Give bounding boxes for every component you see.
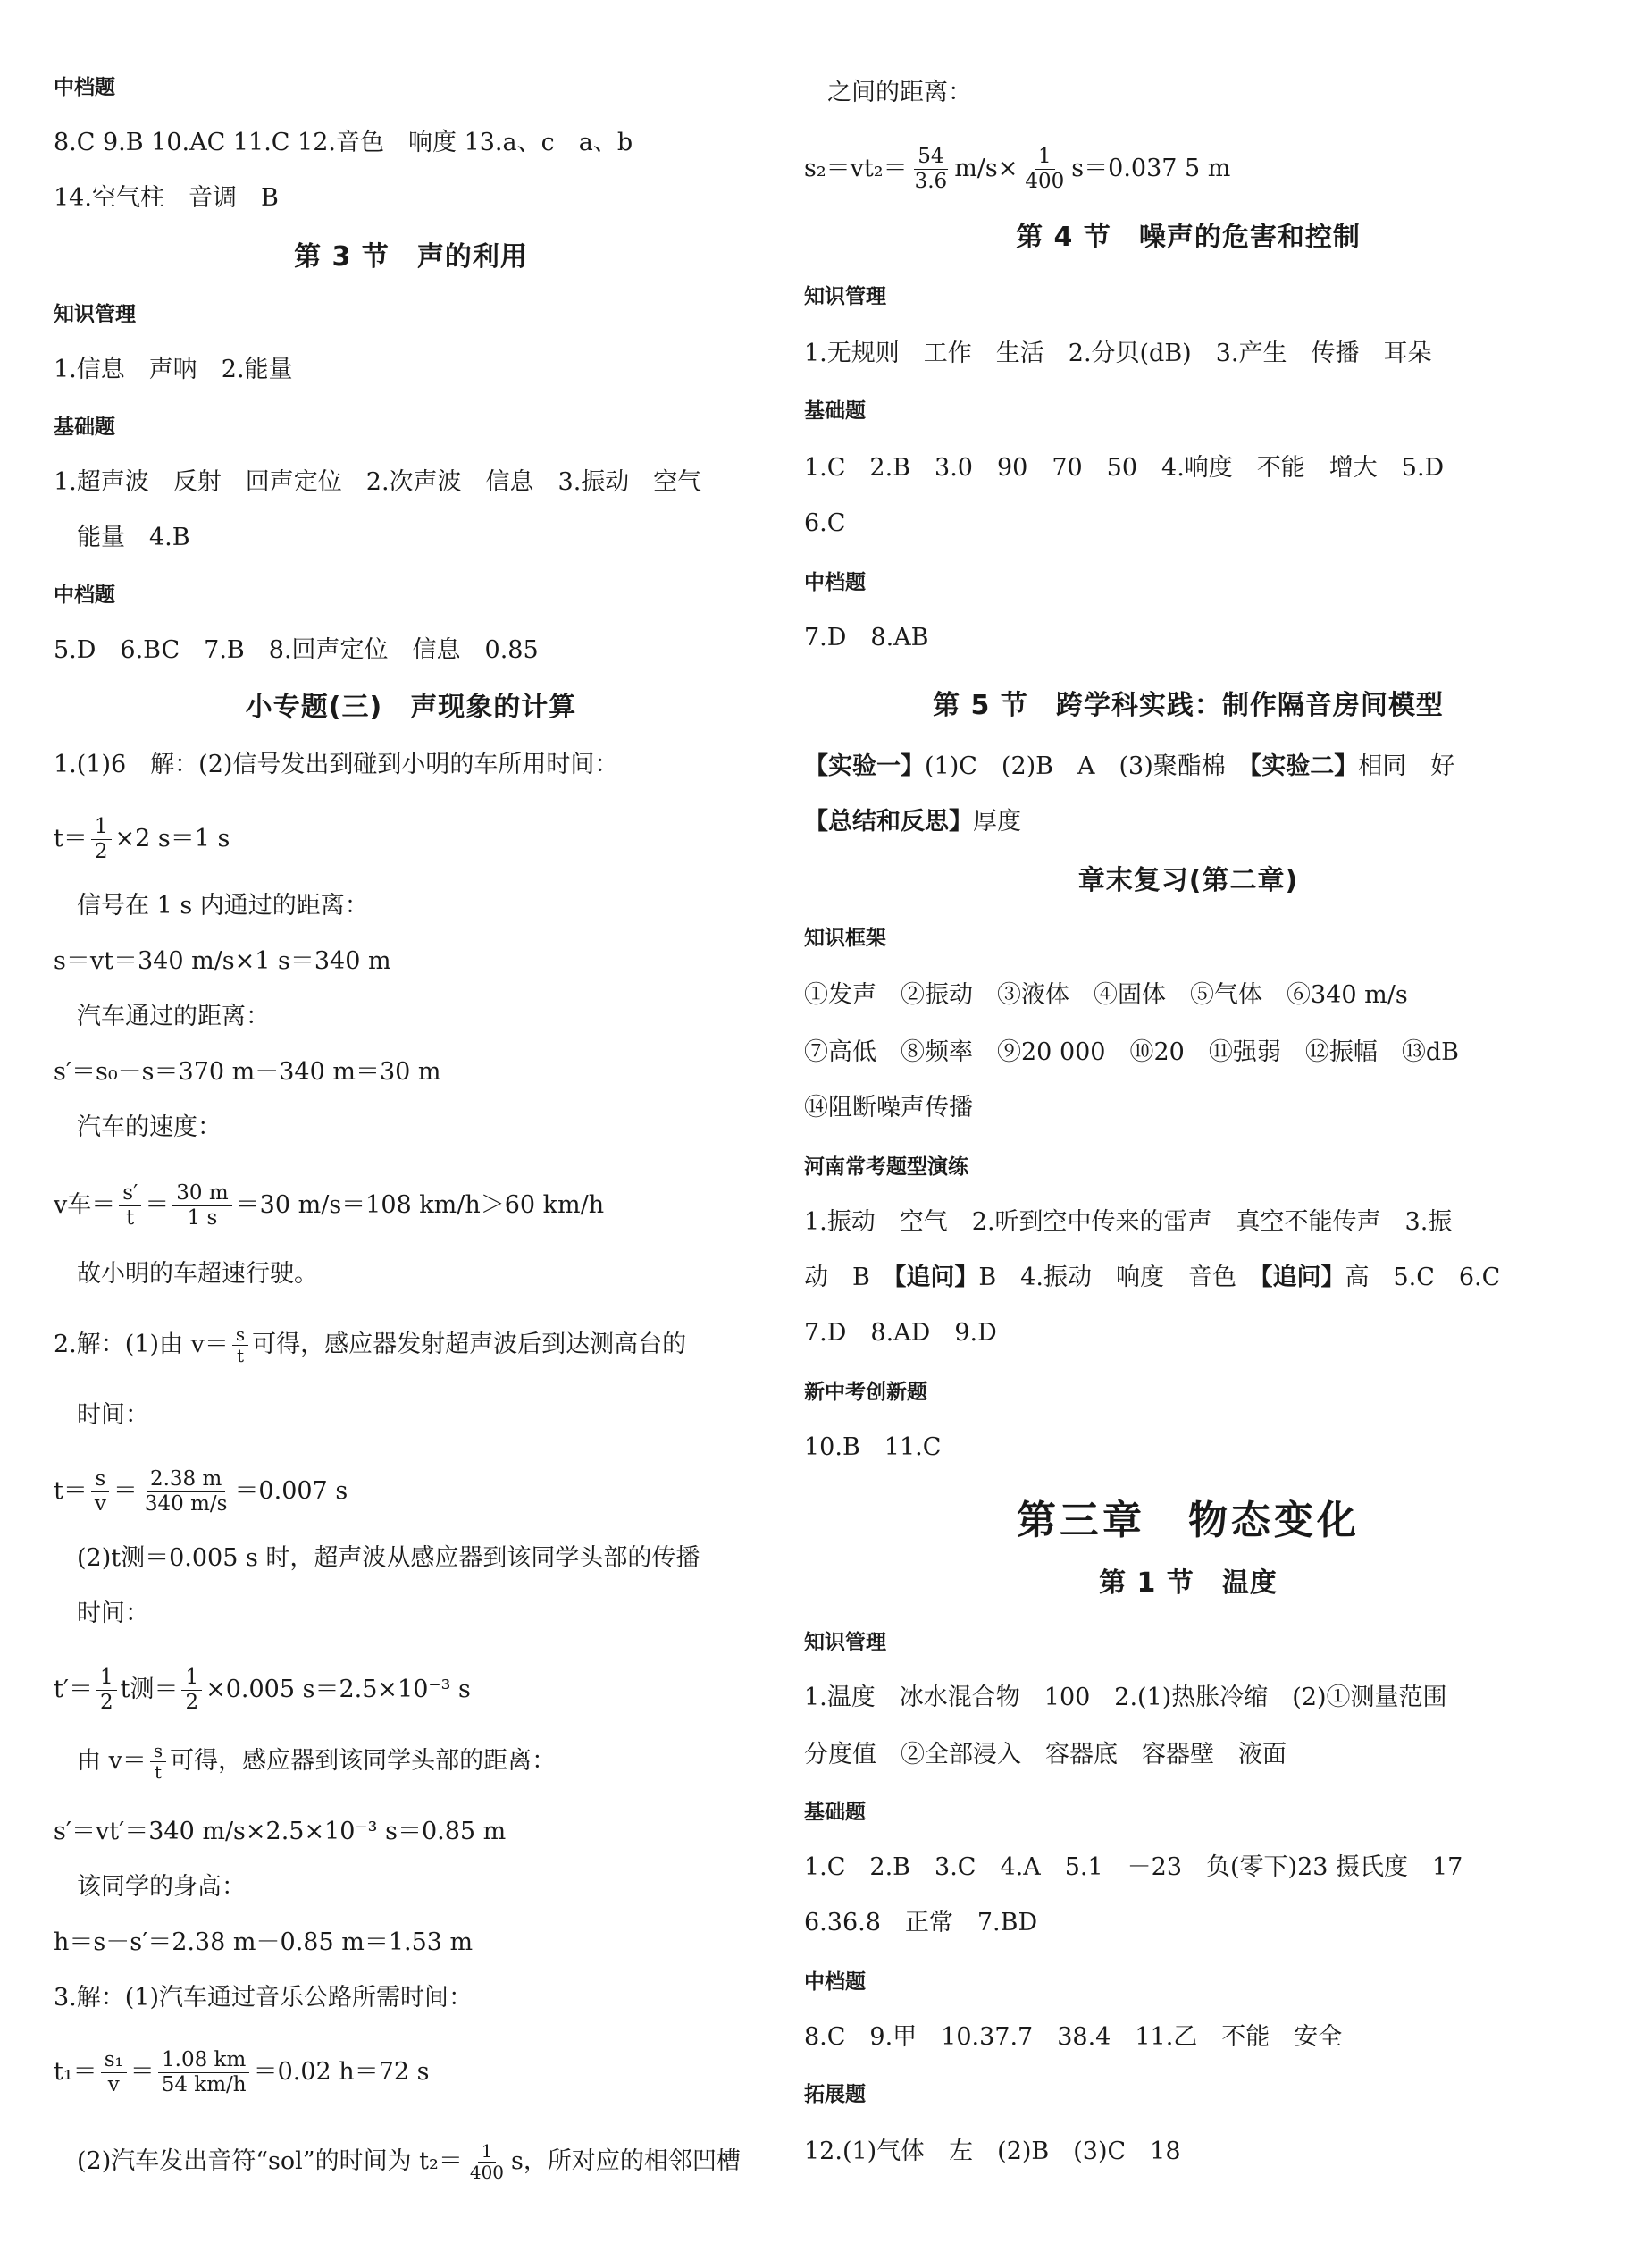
answer-line: 该同学的身高： — [77, 1873, 246, 1901]
fraction: $\frac{1}{2}$ — [91, 815, 112, 864]
formula-line: s′＝s₀－s＝370 m－340 m＝30 m — [54, 1058, 441, 1086]
answer-line: 故小明的车超速行驶。 — [77, 1260, 318, 1288]
fraction: $\frac{1}{2}$ — [96, 1666, 117, 1715]
label-extension: 拓展题 — [804, 2083, 866, 2106]
formula-line: s＝vt＝340 m/s×1 s＝340 m — [54, 947, 391, 975]
answer-line: 12.(1)气体 左 (2)B (3)C 18 — [804, 2138, 1181, 2165]
answer-line: 【实验一】(1)C (2)B A (3)聚酯棉 【实验二】相同 好 — [804, 752, 1455, 780]
answer-line: 7.D 8.AD 9.D — [804, 1319, 997, 1347]
fraction: $\frac{1}{400}$ — [1025, 145, 1065, 193]
label-knowledge: 知识管理 — [804, 1631, 886, 1654]
label-basic: 基础题 — [804, 399, 866, 423]
formula-line: t＝ $\frac{1}{2}$ ×2 s＝1 s — [54, 815, 230, 863]
label-intermediate: 中档题 — [804, 1970, 866, 1994]
section-title: 第 1 节 温度 — [1099, 1567, 1278, 1599]
answer-line: 3.解：(1)汽车通过音乐公路所需时间： — [54, 1984, 474, 2012]
fraction: $\frac{s}{t}$ — [232, 1324, 248, 1366]
answer-line: 1.无规则 工作 生活 2.分贝(dB) 3.产生 传播 耳朵 — [804, 340, 1432, 367]
answer-line: 14.空气柱 音调 B — [54, 184, 279, 212]
answer-line: 分度值 ②全部浸入 容器底 容器壁 液面 — [804, 1741, 1287, 1768]
section-title: 第 5 节 跨学科实践：制作隔音房间模型 — [933, 690, 1444, 721]
fraction: $\frac{2.38 m}{340 m/s}$ — [144, 1467, 228, 1516]
section-title: 第 4 节 噪声的危害和控制 — [1016, 222, 1361, 253]
fraction: $\frac{1.08 km}{54 km/h}$ — [158, 2048, 250, 2097]
answer-line: 8.C 9.B 10.AC 11.C 12.音色 响度 13.a、c a、b — [54, 129, 633, 156]
answer-line: 1.C 2.B 3.C 4.A 5.1 －23 负(零下)23 摄氏度 17 — [804, 1853, 1463, 1881]
answer-line: ①发声 ②振动 ③液体 ④固体 ⑤气体 ⑥340 m/s — [804, 981, 1408, 1009]
label-framework: 知识框架 — [804, 927, 886, 950]
answer-line: 能量 4.B — [77, 524, 190, 551]
answer-line: (2)汽车发出音符“sol”的时间为 t₂＝ $\frac{1}{400}$ s，所对应的相邻凹槽 — [77, 2140, 741, 2183]
fraction: $\frac{s}{v}$ — [91, 1467, 110, 1516]
formula-line: s₂＝vt₂＝ $\frac{54}{3.6}$ m/s× $\frac{1}{400}$ s＝0.037 5 m — [804, 145, 1231, 193]
answer-line: 1.超声波 反射 回声定位 2.次声波 信息 3.振动 空气 — [54, 468, 702, 496]
label-intermediate: 中档题 — [804, 571, 866, 594]
answer-line: 1.信息 声呐 2.能量 — [54, 356, 293, 383]
answer-line: 5.D 6.BC 7.B 8.回声定位 信息 0.85 — [54, 636, 539, 664]
fraction: $\frac{1}{400}$ — [469, 2140, 505, 2183]
answer-line: ⑦高低 ⑧频率 ⑨20 000 ⑩20 ⑪强弱 ⑫振幅 ⑬dB — [804, 1038, 1459, 1066]
fraction: $\frac{54}{3.6}$ — [914, 145, 948, 193]
section-title: 小专题(三) 声现象的计算 — [245, 692, 577, 723]
fraction: $\frac{s}{t}$ — [150, 1741, 166, 1783]
answer-line: 之间的距离： — [827, 79, 972, 106]
formula-line: t₁＝ $\frac{\text{s₁}}{v}$ ＝ $\frac{1.08 km}{54 km/h}$ ＝0.02 h＝72 s — [54, 2048, 430, 2096]
label-basic: 基础题 — [804, 1801, 866, 1824]
answer-line: 时间： — [77, 1600, 149, 1627]
answer-line: (2)t测＝0.005 s 时，超声波从感应器到该同学头部的传播 — [77, 1544, 700, 1572]
formula-line: v车＝ $\frac{s'}{t}$ ＝ $\frac{30 m}{1 s}$ ＝30 m/s＝108 km/h＞60 km/h — [54, 1181, 605, 1230]
label-henan: 河南常考题型演练 — [804, 1155, 968, 1179]
answer-line: ⑭阻断噪声传播 — [804, 1094, 973, 1121]
fraction: $\frac{s'}{t}$ — [119, 1181, 141, 1231]
section-title: 章末复习(第二章) — [1077, 865, 1299, 896]
label-knowledge: 知识管理 — [54, 303, 136, 326]
chapter-title: 第三章 物态变化 — [1017, 1498, 1360, 1543]
answer-line: 2.解：(1)由 v＝ $\frac{s}{t}$ 可得，感应器发射超声波后到达测高台的 — [54, 1323, 687, 1366]
answer-line: 6.C — [804, 509, 846, 537]
answer-line: 1.(1)6 解：(2)信号发出到碰到小明的车所用时间： — [54, 751, 619, 778]
section-title: 第 3 节 声的利用 — [294, 241, 528, 273]
answer-line: 1.振动 空气 2.听到空中传来的雷声 真空不能传声 3.振 — [804, 1208, 1453, 1236]
label-knowledge: 知识管理 — [804, 285, 886, 308]
answer-line: 1.C 2.B 3.0 90 70 50 4.响度 不能 增大 5.D — [804, 454, 1445, 482]
answer-line: 时间： — [77, 1401, 149, 1429]
label-basic: 基础题 — [54, 416, 115, 439]
fraction: $\frac{\text{s₁}}{v}$ — [101, 2048, 127, 2097]
answer-line: 动 B 【追问】B 4.振动 响度 音色 【追问】高 5.C 6.C — [804, 1264, 1501, 1291]
label-intermediate: 中档题 — [54, 76, 115, 99]
fraction: $\frac{30 m}{1 s}$ — [172, 1181, 231, 1231]
label-intermediate: 中档题 — [54, 584, 115, 607]
answer-line: 由 v＝ $\frac{s}{t}$ 可得，感应器到该同学头部的距离： — [77, 1740, 557, 1783]
answer-line: 10.B 11.C — [804, 1433, 942, 1461]
answer-line: 【总结和反思】厚度 — [804, 808, 1021, 836]
answer-line: 7.D 8.AB — [804, 624, 929, 651]
answer-line: 信号在 1 s 内通过的距离： — [77, 892, 369, 920]
formula-line: s′＝vt′＝340 m/s×2.5×10⁻³ s＝0.85 m — [54, 1818, 507, 1845]
answer-line: 汽车通过的距离： — [77, 1003, 270, 1030]
answer-line: 6.36.8 正常 7.BD — [804, 1909, 1038, 1936]
label-innovation: 新中考创新题 — [804, 1381, 927, 1404]
formula-line: h＝s－s′＝2.38 m－0.85 m＝1.53 m — [54, 1928, 474, 1956]
fraction: $\frac{1}{2}$ — [181, 1666, 202, 1715]
answer-line: 汽车的速度： — [77, 1113, 222, 1141]
answer-line: 8.C 9.甲 10.37.7 38.4 11.乙 不能 安全 — [804, 2023, 1343, 2051]
formula-line: t′＝ $\frac{1}{2}$ t测＝ $\frac{1}{2}$ ×0.005 s＝2.5×10⁻³ s — [54, 1666, 471, 1714]
answer-line: 1.温度 冰水混合物 100 2.(1)热胀冷缩 (2)①测量范围 — [804, 1684, 1447, 1711]
formula-line: t＝ $\frac{s}{v}$ ＝ $\frac{2.38 m}{340 m/s}$ ＝0.007 s — [54, 1467, 348, 1516]
